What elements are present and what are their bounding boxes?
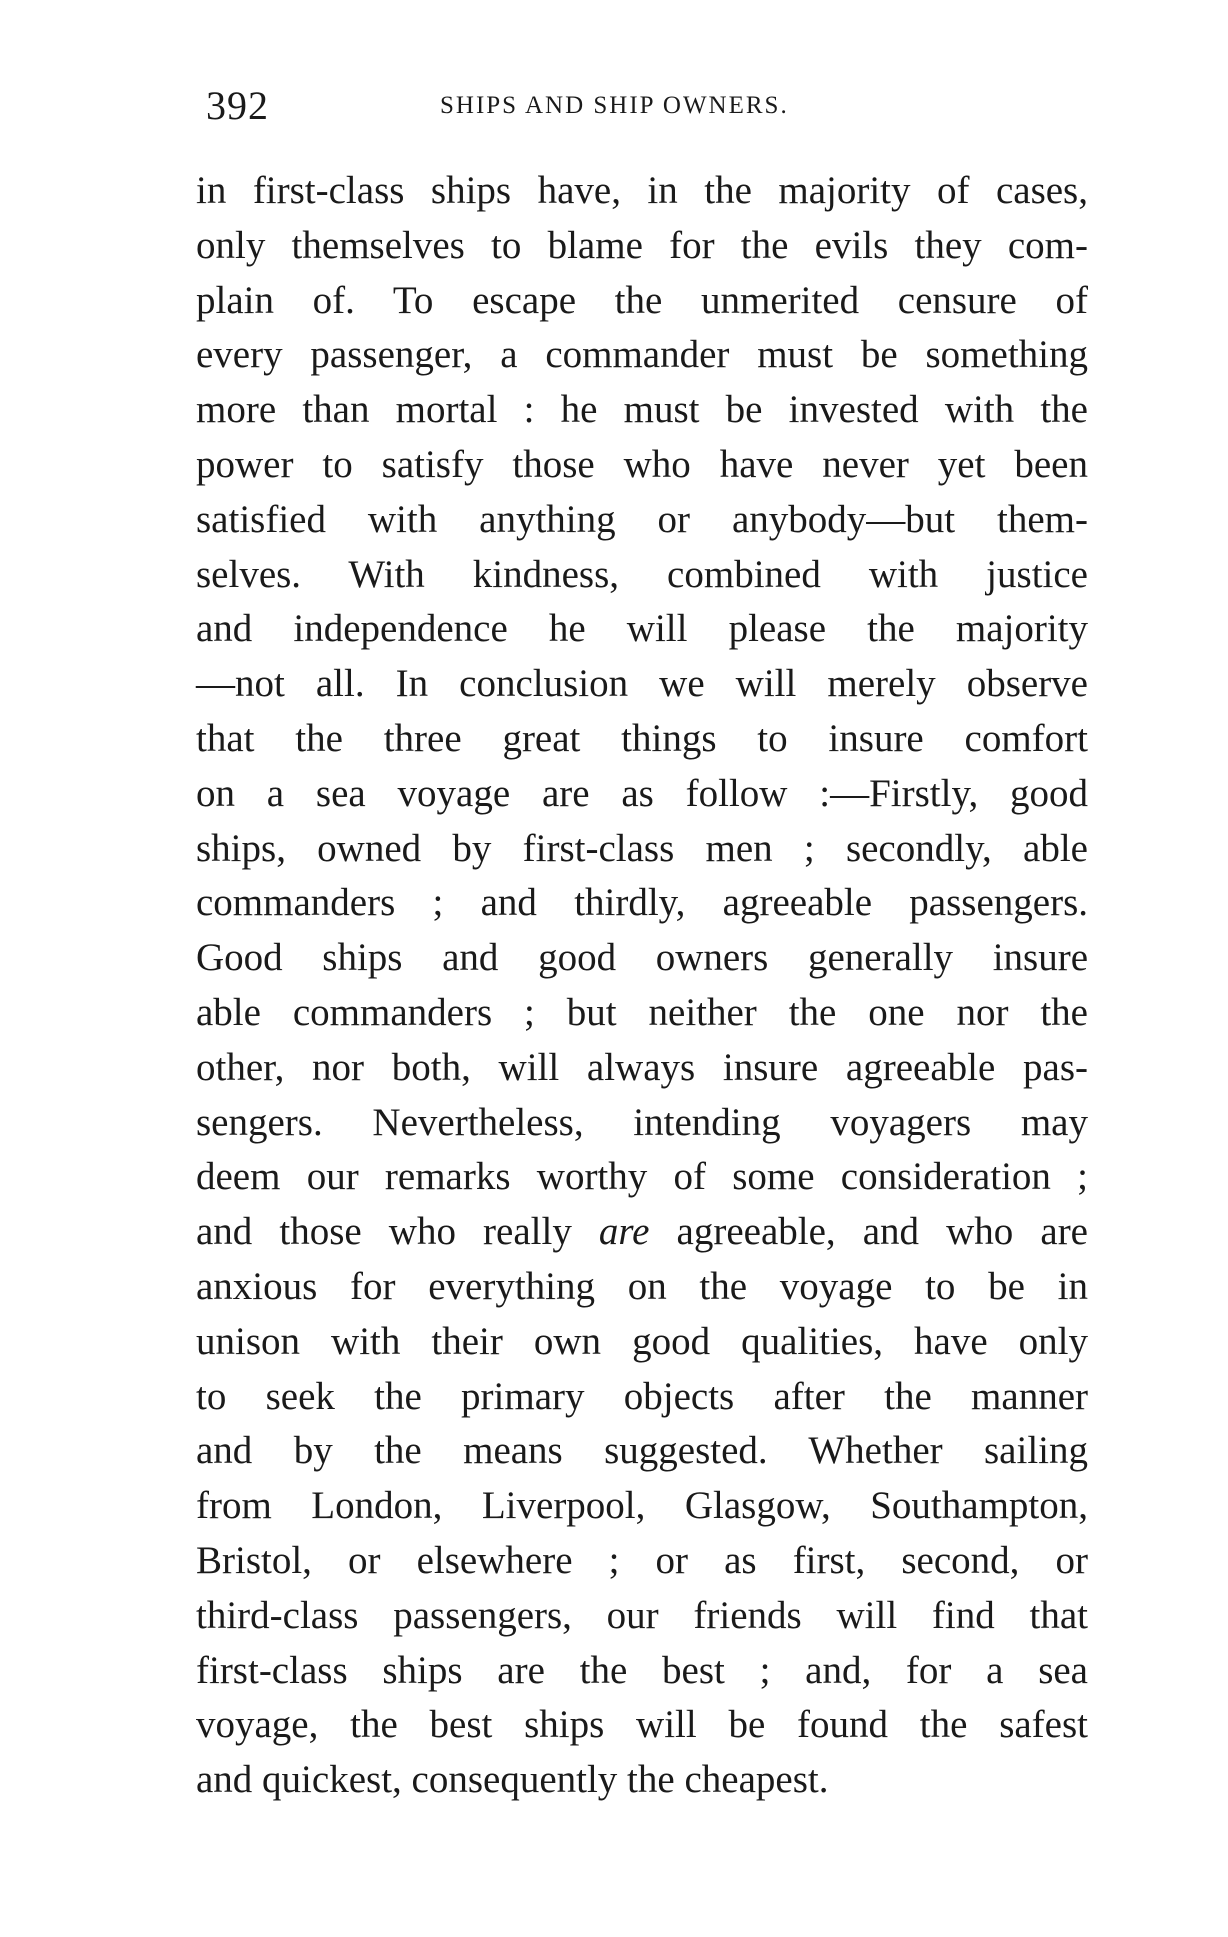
text-line: plain of. To escape the unmerited censure of: [196, 278, 1088, 322]
text-line: deem our remarks worthy of some consideration ;: [196, 1155, 1088, 1199]
text-line: to seek the primary objects after the manner: [196, 1374, 1088, 1418]
text-line: in first-class ships have, in the majority of cases,: [196, 169, 1088, 212]
text-line: only themselves to blame for the evils they com-: [196, 223, 1088, 267]
text-line: anxious for everything on the voyage to be in: [196, 1264, 1088, 1308]
text-line: able commanders ; but neither the one nor the: [196, 990, 1088, 1034]
text-line: [196, 1205, 1088, 1260]
text-line: commanders ; and thirdly, agreeable passengers.: [196, 881, 1088, 925]
text-line: third-class passengers, our friends will find that: [196, 1593, 1088, 1637]
text-line: and independence he will please the majority: [196, 607, 1088, 651]
text-segment: and those who really: [196, 1210, 599, 1254]
text-line: voyage, the best ships will be found the safest: [196, 1703, 1088, 1747]
text-line: selves. With kindness, combined with justice: [196, 552, 1088, 596]
text-segment: agreeable, and who are: [649, 1210, 1088, 1254]
text-line: on a sea voyage are as follow :—Firstly, good: [196, 771, 1088, 815]
text-line: unison with their own good qualities, have only: [196, 1319, 1088, 1363]
body-text: [196, 164, 1088, 1808]
text-line: —not all. In conclusion we will merely observe: [196, 662, 1088, 706]
text-line: every passenger, a commander must be something: [196, 333, 1088, 377]
text-line: satisfied with anything or anybody—but them-: [196, 497, 1088, 541]
text-line: more than mortal : he must be invested with the: [196, 388, 1088, 432]
running-head: [200, 78, 1100, 138]
text-line: power to satisfy those who have never yet been: [196, 442, 1088, 486]
text-line: and by the means suggested. Whether sailing: [196, 1429, 1088, 1473]
text-line: from London, Liverpool, Glasgow, Southampton,: [196, 1484, 1088, 1528]
running-title: SHIPS AND SHIP OWNERS.: [440, 92, 789, 119]
text-line: sengers. Nevertheless, intending voyagers may: [196, 1100, 1088, 1144]
page-number: 392: [206, 83, 269, 128]
text-line: other, nor both, will always insure agreeable pas-: [196, 1045, 1088, 1089]
text-line: Good ships and good owners generally insure: [196, 936, 1088, 980]
text-line: ships, owned by first-class men ; secondly, able: [196, 826, 1088, 870]
text-line: that the three great things to insure comfort: [196, 716, 1088, 760]
text-line: first-class ships are the best ; and, for a sea: [196, 1648, 1088, 1692]
text-line: and quickest, consequently the cheapest.: [196, 1758, 829, 1802]
italic-word: are: [598, 1210, 650, 1254]
text-line: Bristol, or elsewhere ; or as first, second, or: [196, 1538, 1088, 1582]
